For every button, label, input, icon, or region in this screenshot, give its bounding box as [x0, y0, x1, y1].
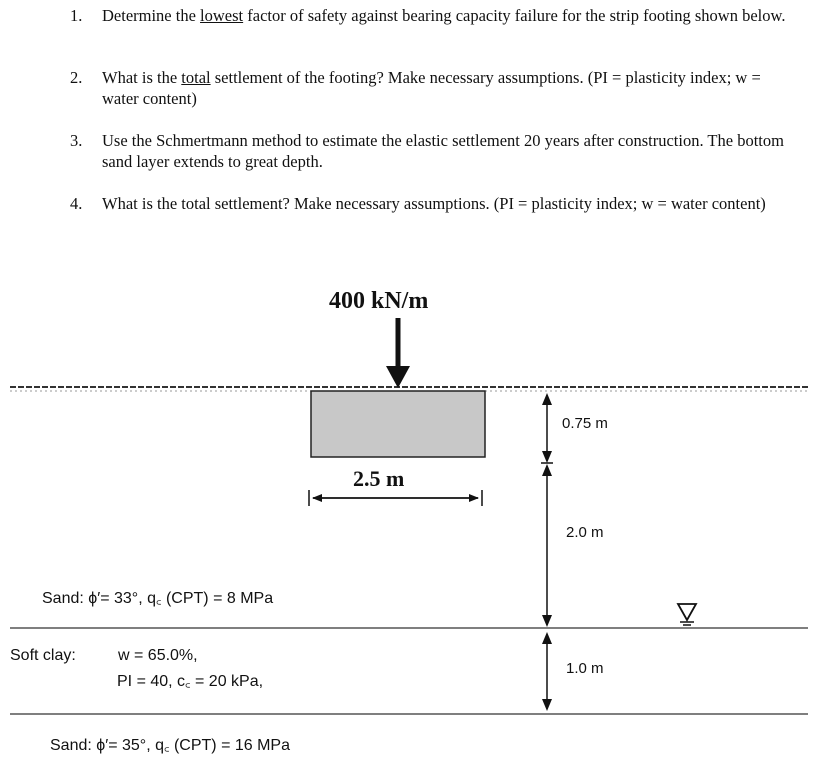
footing-diagram — [0, 260, 819, 761]
soft-clay-properties: PI = 40, c꜀ = 20 kPa, — [117, 673, 264, 690]
soft-clay-label: Soft clay: — [10, 647, 76, 664]
sand-depth-label: 2.0 m — [566, 524, 604, 541]
question-number: 2. — [70, 68, 83, 87]
question-emphasis: total — [181, 68, 211, 87]
soft-clay-water-content: w = 65.0%, — [118, 647, 198, 664]
question-text: factor of safety against bearing capacity failure for the strip footing shown below. — [243, 6, 786, 25]
depth-dimension-arrows — [541, 393, 553, 711]
question-text: What is the — [102, 68, 182, 87]
question-text: Use the Schmertmann method to estimate the elastic settlement 20 years after construction. The bottom sand layer extends to great depth. — [102, 131, 784, 171]
question-number: 3. — [70, 131, 83, 150]
question-number: 4. — [70, 194, 83, 213]
width-label: 2.5 m — [353, 466, 405, 491]
upper-sand-label: Sand: ϕ′= 33°, q꜀ (CPT) = 8 MPa — [42, 590, 274, 607]
question-emphasis: lowest — [200, 6, 244, 25]
question-text: What is the total settlement? Make necessary assumptions. (PI = plasticity index; w = water content) — [102, 194, 766, 213]
water-table-icon — [678, 604, 696, 625]
footing-depth-label: 0.75 m — [562, 415, 608, 432]
lower-sand-label: Sand: ϕ′= 35°, q꜀ (CPT) = 16 MPa — [50, 737, 291, 754]
width-dimension-arrow — [309, 490, 482, 506]
load-arrow — [386, 318, 410, 388]
question-text: Determine the — [102, 6, 201, 25]
strip-footing — [311, 391, 485, 457]
load-label: 400 kN/m — [329, 288, 429, 314]
question-text: settlement of the footing? Make necessary assumptions. (PI = plasticity index; w = water content) — [102, 68, 761, 108]
question-number: 1. — [70, 6, 83, 25]
clay-depth-label: 1.0 m — [566, 660, 604, 677]
